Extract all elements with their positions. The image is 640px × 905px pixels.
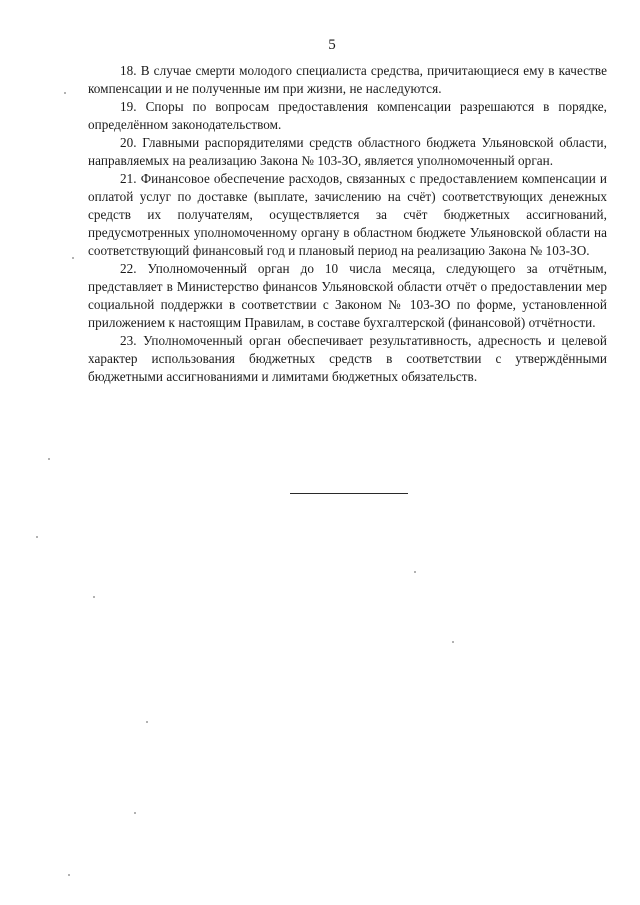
closing-separator-line: [290, 493, 408, 494]
scan-speck: [68, 874, 70, 876]
paragraph-23: 23. Уполномоченный орган обеспечивает результативность, адресность и целевой характер использования бюджетных средств в соответствии с утверждёнными бюджетными ассигнованиями и лимитами бюджетных обязательств.: [88, 333, 607, 384]
scan-speck: [134, 812, 136, 814]
scan-speck: [36, 536, 38, 538]
scan-speck: [93, 596, 95, 598]
page-number: 5: [328, 37, 336, 53]
scan-speck: [64, 92, 66, 94]
paragraph-19: 19. Споры по вопросам предоставления компенсации разрешаются в порядке, определённом законодательством.: [88, 99, 607, 132]
scan-speck: [414, 571, 416, 573]
paragraph-18: 18. В случае смерти молодого специалиста средства, причитающиеся ему в качестве компенсации и не полученные им при жизни, не наследуются.: [88, 63, 607, 96]
scan-speck: [452, 641, 454, 643]
scan-speck: [72, 257, 74, 259]
paragraph-21: 21. Финансовое обеспечение расходов, связанных с предоставлением компенсации и оплатой услуг по доставке (выплате, зачислению на счёт) соответствующих денежных средств их получателям, осуществляется за счёт бюджетных ассигнований, предусмотренных уполномоченному органу в областном бюджете Ульяновской области на соответствующий финансовый год и плановый период на реализацию Закона № 103-ЗО.: [88, 171, 607, 258]
paragraph-22: 22. Уполномоченный орган до 10 числа месяца, следующего за отчётным, представляет в Министерство финансов Ульяновской области отчёт о предоставлении мер социальной поддержки в соответствии с Законом № 103-ЗО по форме, установленной приложением к настоящим Правилам, в составе бухгалтерской (финансовой) отчётности.: [88, 261, 607, 330]
paragraph-20: 20. Главными распорядителями средств областного бюджета Ульяновской области, направляемых на реализацию Закона № 103-ЗО, является уполномоченный орган.: [88, 135, 607, 168]
document-body: [88, 62, 607, 386]
scan-speck: [48, 458, 50, 460]
scan-speck: [146, 721, 148, 723]
